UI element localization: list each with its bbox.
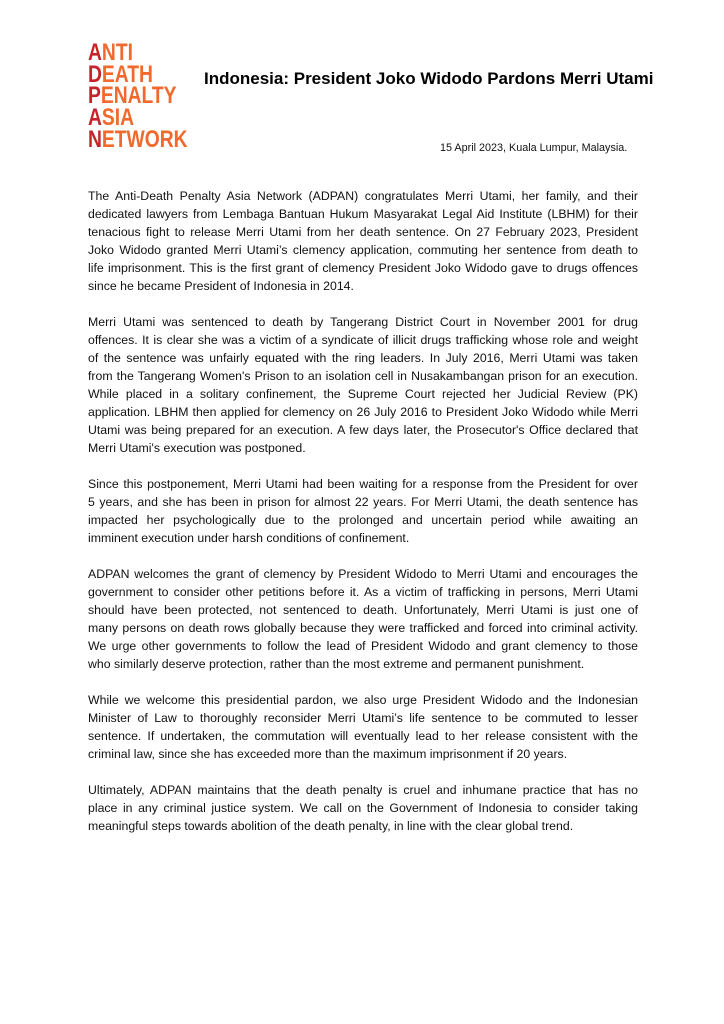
paragraph-welcomes-clemency [88, 565, 638, 673]
paragraph-line: sentence. If undertaken, the commutation will eventually lead to her release consistent with the [88, 729, 638, 743]
paragraph-line: many persons on death rows globally because they were trafficked and forced into criminal activity. [88, 621, 638, 635]
logo-word-rest: NTI [101, 39, 133, 66]
paragraph-line: Since this postponement, Merri Utami had been waiting for a response from the President for over [88, 477, 638, 491]
logo-initial: A [88, 104, 102, 132]
dateline: 15 April 2023, Kuala Lumpur, Malaysia. [440, 142, 628, 154]
paragraph-line: dedicated lawyers from Lembaga Bantuan Hukum Masyarakat Legal Aid Institute (LBHM) for their [88, 207, 638, 221]
paragraph-line: life imprisonment. This is the first grant of clemency President Joko Widodo gave to drugs offences [88, 261, 638, 275]
paragraph-line: who similarly deserve protection, rather than the most extreme and permanent punishment. [88, 657, 585, 671]
logo-initial: N [88, 125, 102, 153]
paragraph-line: should have been protected, not sentenced to death. Unfortunately, Merri Utami is just one of [88, 603, 638, 617]
paragraph-line: Merri Utami was sentenced to death by Tangerang District Court in November 2001 for drug [88, 315, 638, 329]
paragraph-line: place in any criminal justice system. We call on the Government of Indonesia to consider taking [88, 801, 638, 815]
paragraph-conclusion [88, 781, 638, 835]
logo-initial: A [88, 39, 102, 66]
logo-initial: P [88, 82, 101, 110]
paragraph-postponement [88, 475, 638, 547]
logo-word-rest: SIA [101, 104, 135, 132]
press-release-body [88, 187, 638, 835]
paragraph-line: application. LBHM then applied for clemency on 26 July 2016 to President Joko Widodo while Merri [88, 405, 638, 419]
paragraph-urge-reconsideration [88, 691, 638, 763]
paragraph-line: While placed in a solitary confinement, the Supreme Court rejected her Judicial Review (PK) [88, 387, 638, 401]
logo-initial: D [88, 60, 102, 88]
adpan-logo [88, 39, 188, 153]
paragraph-line: criminal law, since she has exceeded more than the maximum imprisonment if 20 years. [88, 747, 568, 761]
logo-word-rest: ENALTY [100, 82, 177, 110]
paragraph-line: Utami was being prepared for an execution. A few days later, the Prosecutor's Office declared that [88, 423, 638, 437]
paragraph-line: government to consider other petitions before it. As a victim of trafficking in persons, Merri Utami [88, 585, 638, 599]
paragraph-congratulations [88, 187, 638, 295]
paragraph-line: since he became President of Indonesia in 2014. [88, 279, 354, 293]
paragraph-line: 5 years, and she has been in prison for almost 22 years. For Merri Utami, the death sentence has [88, 495, 638, 509]
paragraph-line: offences. It is clear she was a victim of a syndicate of illicit drugs trafficking whose role and weight [88, 333, 638, 347]
paragraph-line: ADPAN welcomes the grant of clemency by President Widodo to Merri Utami and encourages the [88, 567, 638, 581]
paragraph-line: imminent execution under harsh conditions of confinement. [88, 531, 410, 545]
paragraph-line: While we welcome this presidential pardon, we also urge President Widodo and the Indonesian [88, 693, 638, 707]
paragraph-line: meaningful steps towards abolition of the death penalty, in line with the clear global trend. [88, 819, 574, 833]
logo-word-rest: ETWORK [101, 125, 188, 153]
paragraph-line: from the Tangerang Women's Prison to an isolation cell in Nusakambangan prison for an execution. [88, 369, 638, 383]
paragraph-sentencing-history [88, 313, 638, 457]
logo-word-rest: EATH [101, 60, 153, 88]
paragraph-line: impacted her psychologically due to the prolonged and uncertain period while awaiting an [88, 513, 638, 527]
paragraph-line: of the sentence was unfairly equated with the ring leaders. In July 2016, Merri Utami was taken [88, 351, 638, 365]
paragraph-line: Minister of Law to thoroughly reconsider Merri Utami’s life sentence to be commuted to lesser [88, 711, 638, 725]
page-title: Indonesia: President Joko Widodo Pardons Merri Utami [204, 69, 654, 88]
paragraph-line: We urge other governments to follow the lead of President Widodo and grant clemency to those [88, 639, 638, 653]
paragraph-line: Merri Utami's execution was postponed. [88, 441, 306, 455]
paragraph-line: tenacious fight to release Merri Utami from her death sentence. On 27 February 2023, President [88, 225, 638, 239]
paragraph-line: Joko Widodo granted Merri Utami’s clemency application, commuting her sentence from death to [88, 243, 638, 257]
logo-line-network [88, 125, 188, 153]
paragraph-line: The Anti-Death Penalty Asia Network (ADPAN) congratulates Merri Utami, her family, and their [88, 189, 638, 203]
paragraph-line: Ultimately, ADPAN maintains that the death penalty is cruel and inhumane practice that has no [88, 783, 638, 797]
